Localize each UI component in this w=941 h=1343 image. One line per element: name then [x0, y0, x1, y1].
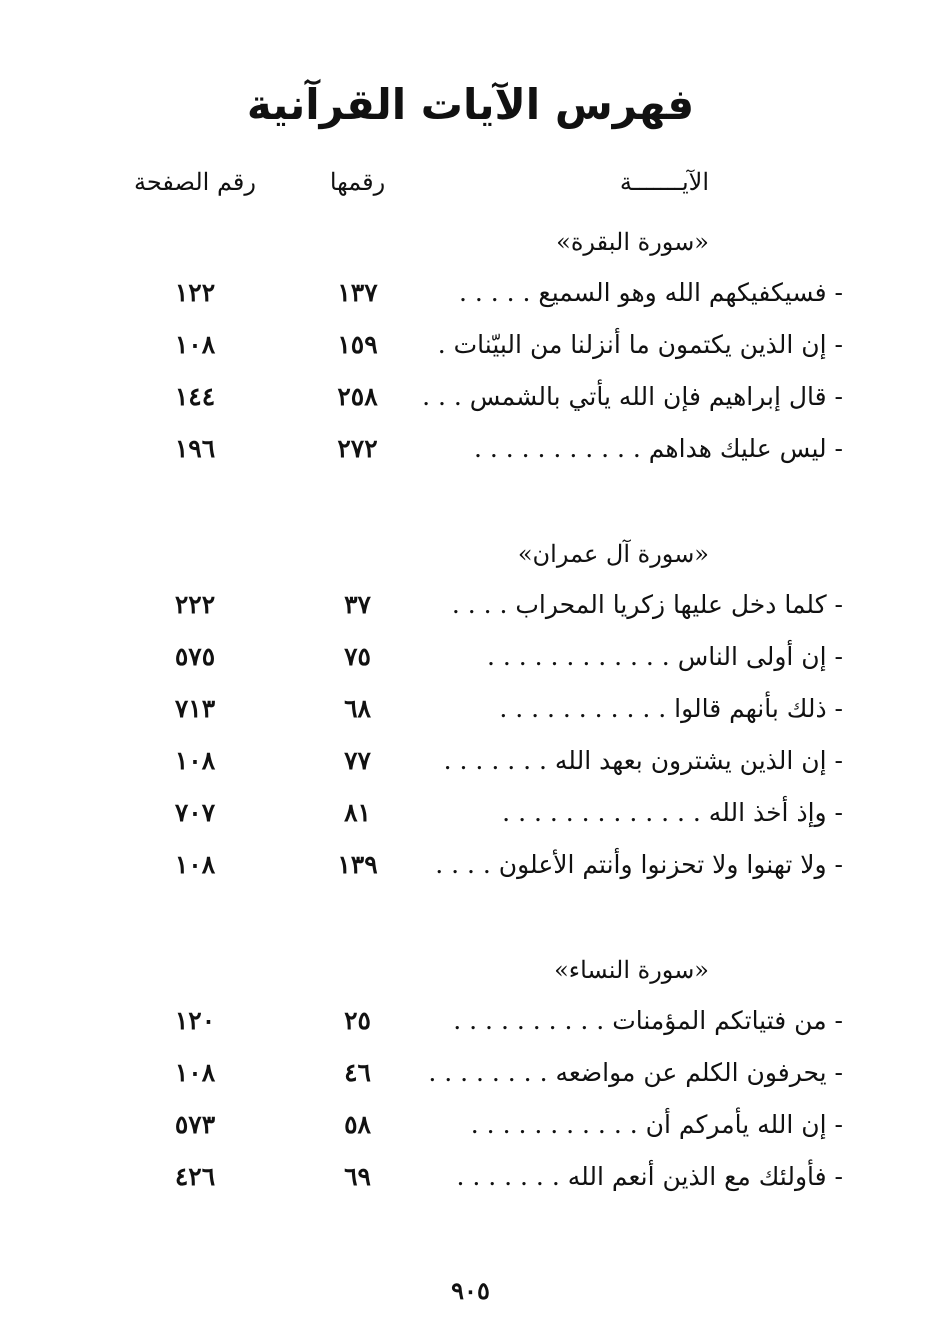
ayah-number: ١٣٩: [337, 850, 378, 879]
header-number: رقمها: [329, 168, 386, 196]
page-ref: ١٠٨: [174, 850, 216, 879]
ayah-number: ١٣٧: [337, 278, 378, 307]
page-title: فهرس الآيات القرآنية: [246, 80, 695, 129]
page-ref: ١٠٨: [174, 746, 216, 775]
column-headers: [0, 168, 941, 208]
index-row: [0, 1162, 941, 1202]
ayah-text: - من فتياتكم المؤمنات . . . . . . . . . .: [453, 1006, 843, 1035]
ayah-number: ٢٧٢: [337, 434, 378, 463]
ayah-text: - إن الذين يشترون بعهد الله . . . . . . .: [443, 746, 843, 775]
index-row: [0, 434, 941, 474]
page-ref: ١٩٦: [174, 434, 216, 463]
index-row: [0, 642, 941, 682]
page-ref: ١٢٠: [174, 1006, 216, 1035]
index-row: [0, 1006, 941, 1046]
page-ref: ١٠٨: [174, 1058, 216, 1087]
page-number: ٩٠٥: [451, 1276, 490, 1305]
header-page: رقم الصفحة: [134, 168, 256, 196]
index-row: [0, 746, 941, 786]
index-row: [0, 278, 941, 318]
page-ref: ١٤٤: [174, 382, 216, 411]
index-row: [0, 382, 941, 422]
ayah-number: ٥٨: [344, 1110, 371, 1139]
ayah-number: ٧٧: [344, 746, 371, 775]
ayah-text: - إن أولى الناس . . . . . . . . . . . .: [486, 642, 843, 671]
page-ref: ٥٧٣: [174, 1110, 216, 1139]
index-row: [0, 590, 941, 630]
index-row: [0, 1058, 941, 1098]
page-ref: ١٢٢: [174, 278, 216, 307]
ayah-text: - ليس عليك هداهم . . . . . . . . . . .: [473, 434, 843, 463]
ayah-number: ٢٥٨: [337, 382, 378, 411]
ayah-text: - فسيكفيكهم الله وهو السميع . . . . .: [458, 278, 843, 307]
ayah-number: ٣٧: [344, 590, 371, 619]
ayah-number: ٦٨: [344, 694, 371, 723]
ayah-number: ٦٩: [344, 1162, 371, 1191]
index-row: [0, 798, 941, 838]
page-ref: ١٠٨: [174, 330, 216, 359]
ayah-text: - وإذ أخذ الله . . . . . . . . . . . . .: [502, 798, 843, 827]
ayah-text: - إن الله يأمركم أن . . . . . . . . . . .: [470, 1110, 843, 1139]
ayah-text: - ولا تهنوا ولا تحزنوا وأنتم الأعلون . . . .: [435, 850, 843, 879]
ayah-text: - ذلك بأنهم قالوا . . . . . . . . . . .: [499, 694, 843, 723]
surah-heading: «سورة النساء»: [554, 956, 709, 984]
ayah-number: ٤٦: [344, 1058, 371, 1087]
ayah-text: - قال إبراهيم فإن الله يأتي بالشمس . . .: [422, 382, 843, 411]
ayah-number: ٧٥: [344, 642, 371, 671]
ayah-text: - إن الذين يكتمون ما أنزلنا من البيّنات .: [437, 330, 843, 359]
ayah-number: ١٥٩: [337, 330, 378, 359]
surah-heading: «سورة البقرة»: [556, 228, 709, 256]
page-ref: ٤٢٦: [174, 1162, 216, 1191]
surah-heading: «سورة آل عمران»: [517, 540, 709, 568]
index-row: [0, 1110, 941, 1150]
page-ref: ٧١٣: [174, 694, 216, 723]
header-ayah: الآيـــــــة: [619, 168, 709, 196]
index-row: [0, 694, 941, 734]
ayah-number: ٢٥: [344, 1006, 371, 1035]
index-row: [0, 850, 941, 890]
index-row: [0, 330, 941, 370]
ayah-number: ٨١: [344, 798, 371, 827]
ayah-text: - فأولئك مع الذين أنعم الله . . . . . . .: [456, 1162, 843, 1191]
ayah-text: - كلما دخل عليها زكريا المحراب . . . .: [451, 590, 843, 619]
page-ref: ٢٢٢: [174, 590, 216, 619]
page-ref: ٥٧٥: [174, 642, 216, 671]
page-ref: ٧٠٧: [174, 798, 216, 827]
ayah-text: - يحرفون الكلم عن مواضعه . . . . . . . .: [428, 1058, 843, 1087]
